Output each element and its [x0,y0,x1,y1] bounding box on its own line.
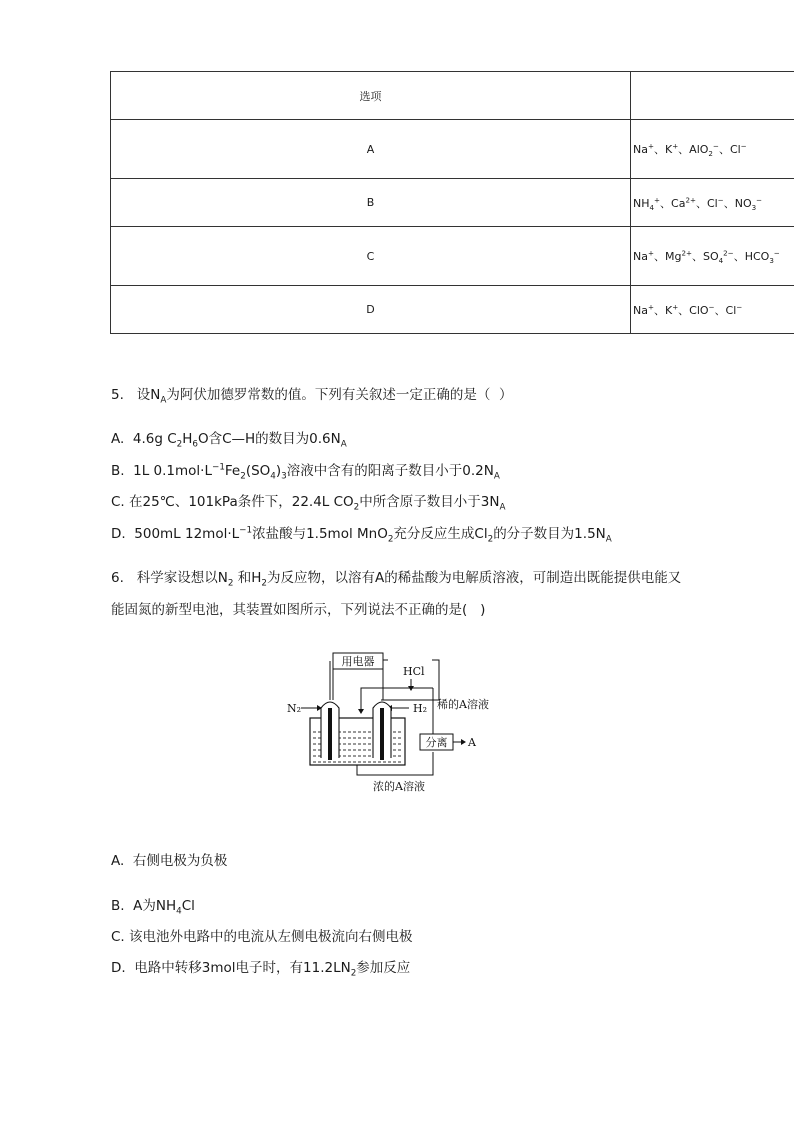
concentrated-solution-label: 浓的A溶液 [373,780,425,793]
device-label: 用电器 [341,655,375,668]
table-header-row [111,72,794,120]
q6-option-d: D. 电路中转移3mol电子时，有$11.2LN_2$参加反应 [111,960,411,979]
q6-stem-line1: 6. 科学家设想以$N_2$ 和$H_2$为反应物，以溶有A的稀盐酸为电解质溶液，可制造出既能提供电能又 [111,570,682,589]
q6-stem-line2: 能固氮的新型电池，其装置如图所示，下列说法不正确的是( ) [111,602,486,618]
q5-stem: 5. 设$N_A$为阿伏加德罗常数的值。下列有关叙述一定正确的是（ ） [111,387,513,406]
table-option-cell: B [111,179,631,227]
left-electrode [328,708,332,760]
table-ions-cell: Na+、$Mg^{2+}$、$SO_4^{2-}$、$HCO_3^-$ [631,227,794,286]
product-a-label: A [468,736,476,749]
hcl-label: HCl [403,665,425,678]
table-ions-cell: Na+、K+、ClO−、Cl− [631,286,794,334]
n2-label: N₂ [287,702,302,715]
separator-label: 分离 [425,736,448,749]
table-header-ions [631,72,794,120]
q5-option-b: B. 1L $0.1mol\cdot L^{-1}Fe_2(SO_4)_3$溶液中含有的阳离子数目小于$0.2N_A$ [111,462,500,482]
dilute-solution-label: 稀的A溶液 [437,698,489,711]
table-option-cell: C [111,227,631,286]
ion-options-table [110,71,794,334]
table-ions-cell: Na+、K+、AlO$_2$−、Cl− [631,120,794,179]
table-option-cell: A [111,120,631,179]
table-row [111,120,794,179]
q6-option-c: C. 该电池外电路中的电流从左侧电极流向右侧电极 [111,929,413,945]
h2-label: H₂ [413,702,428,715]
table-option-cell: D [111,286,631,334]
table-row [111,286,794,334]
battery-device-figure [285,650,510,795]
right-electrode [380,708,384,760]
q5-option-d: D. 500mL $12mol\cdot L^{-1}$浓盐酸与1.5mol MnO$_2$充分反应生成$Cl_2$的分子数目为$1.5N_A$ [111,525,612,545]
table-row [111,227,794,286]
table-header-option: 选项 [111,72,631,120]
q6-option-a: A. 右侧电极为负极 [111,853,228,869]
q5-option-a: A. 4.6g $C_2H_6O$含C—H的数目为$0.6N_A$ [111,431,347,450]
table-ions-cell: $NH_4^+$、$Ca^{2+}$、Cl−、$NO_3^-$ [631,179,794,227]
q5-option-c: C. 在25℃、101kPa条件下，22.4L $CO_2$中所含原子数目小于$3N_A$ [111,494,506,513]
q6-option-b: B. A为$NH_4Cl$ [111,898,195,917]
table-row [111,179,794,227]
